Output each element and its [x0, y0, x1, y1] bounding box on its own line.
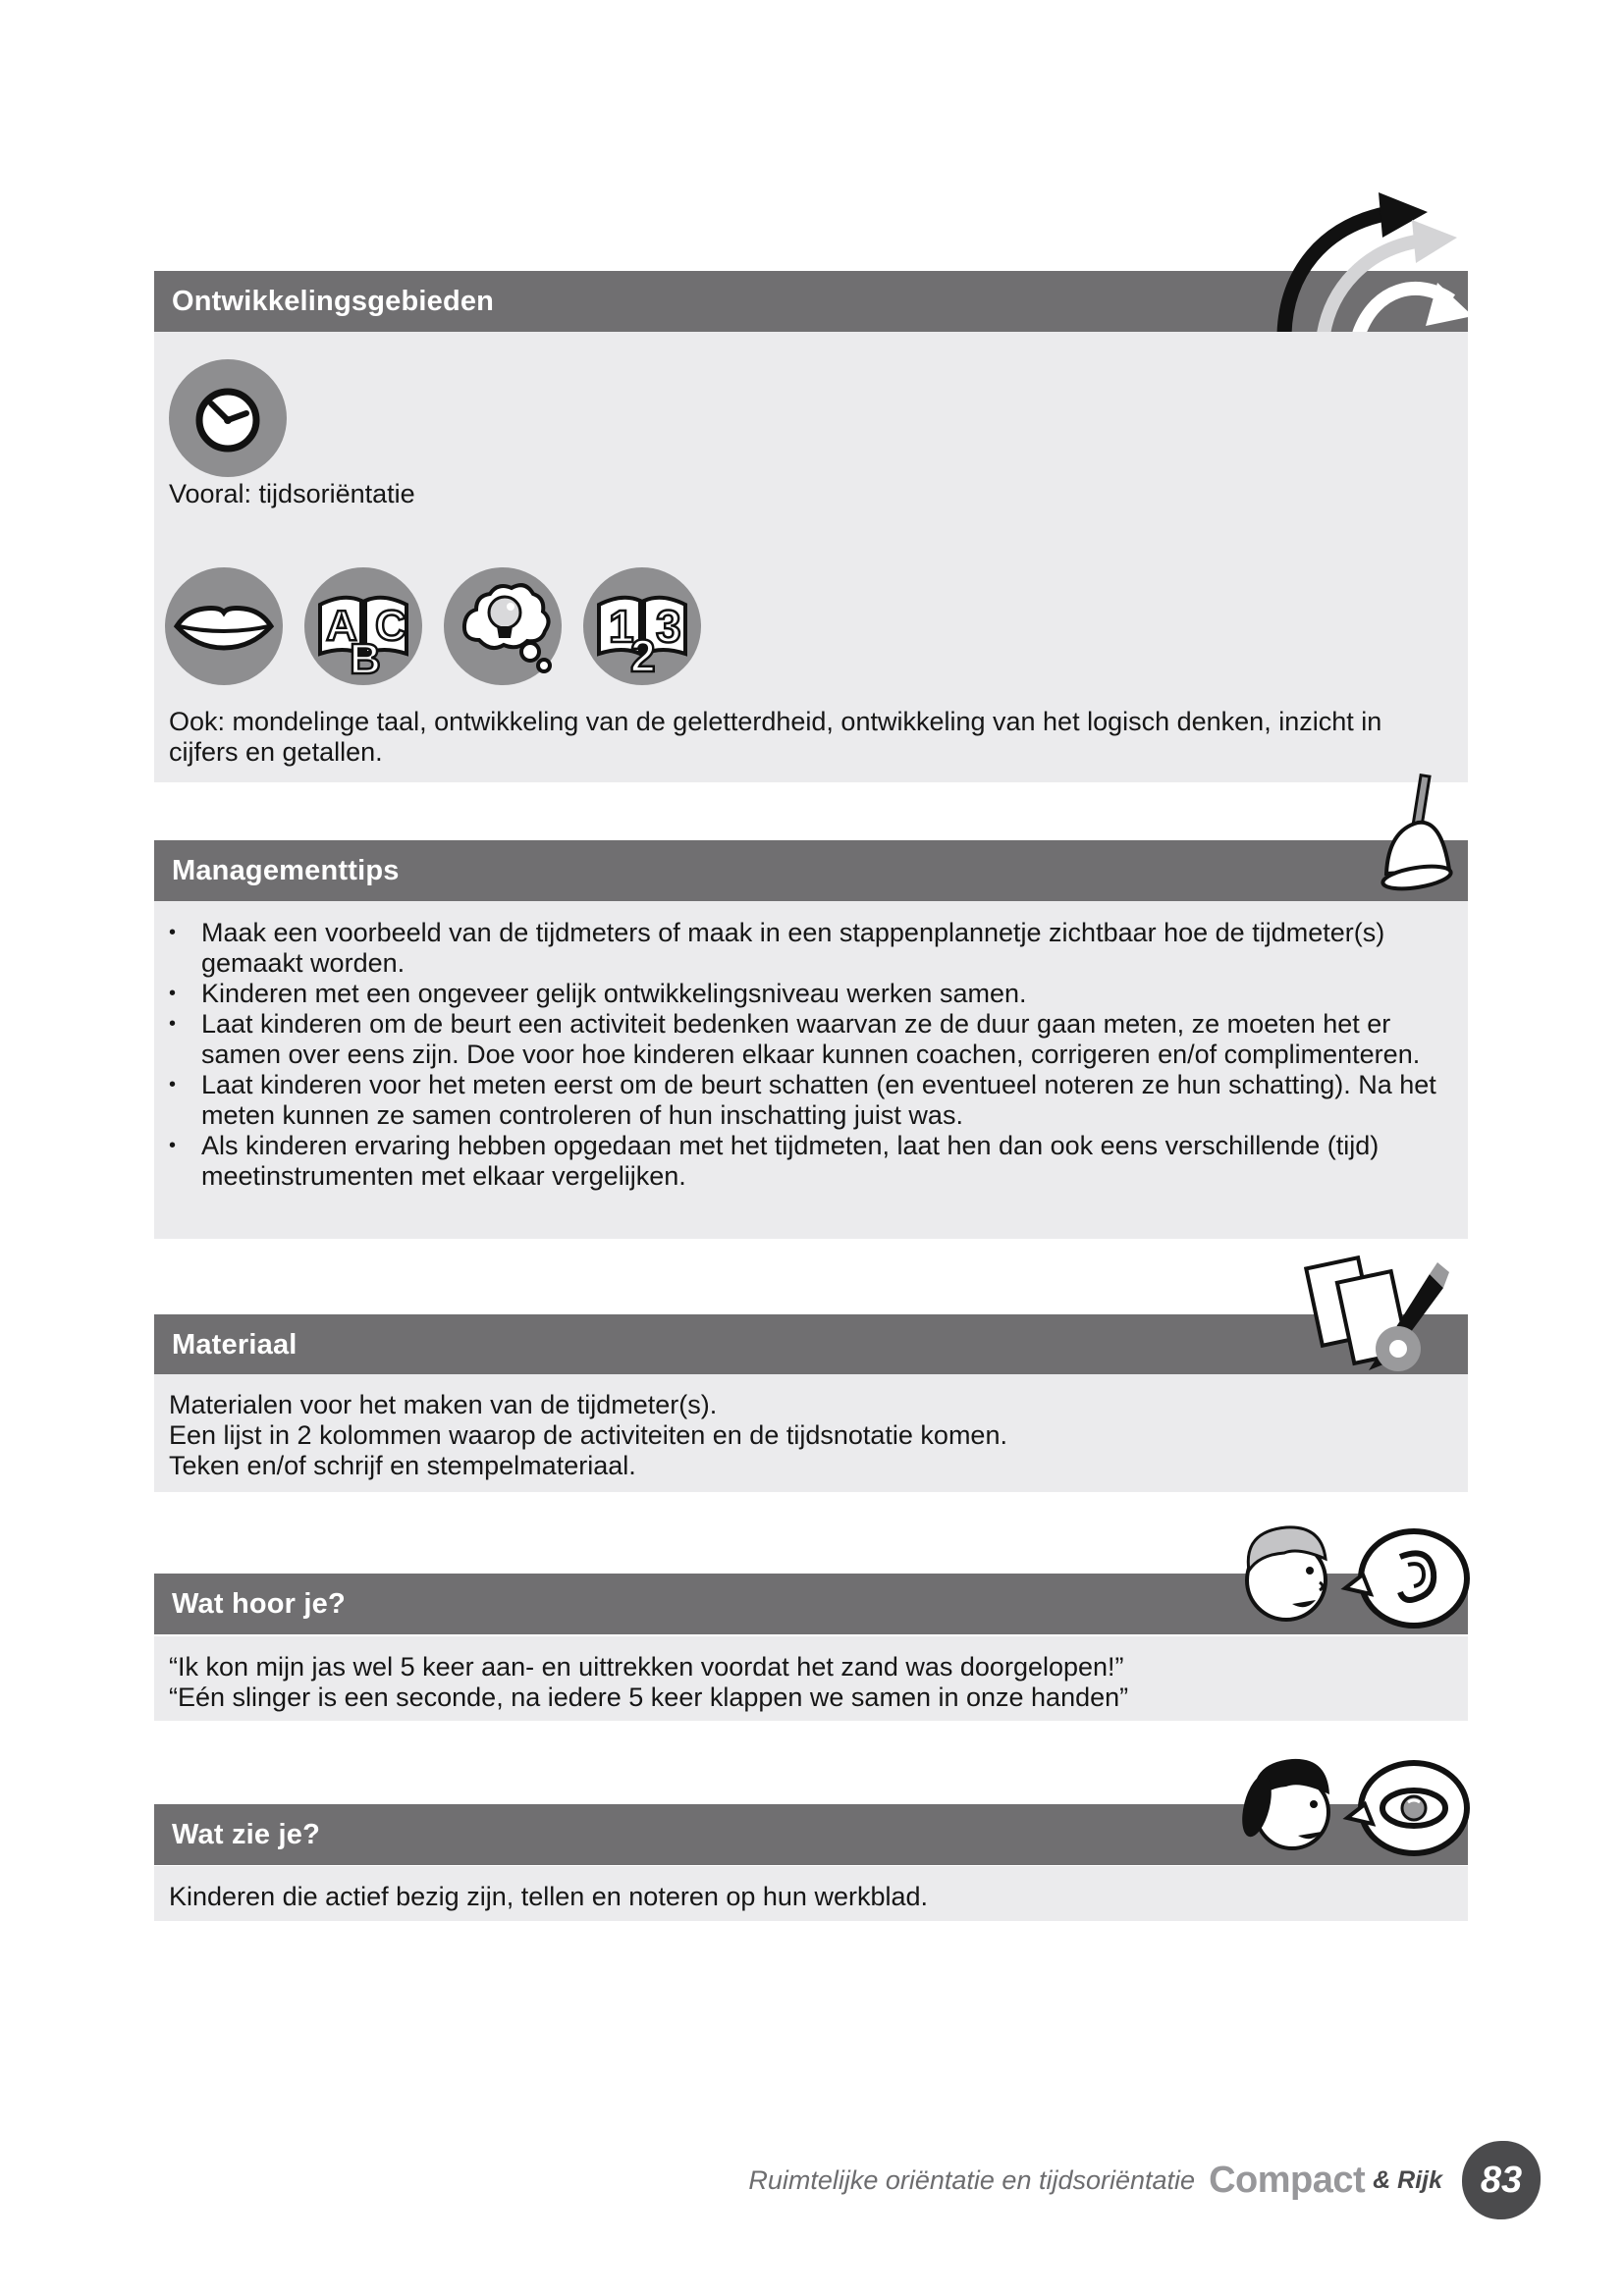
abc-book-icon — [304, 567, 422, 690]
footer-chapter-title: Ruimtelijke oriëntatie en tijdsoriëntatie — [748, 2164, 1196, 2195]
quote-line: “Ik kon mijn jas wel 5 keer aan- en uittrekken voordat het zand was doorgelopen!” — [169, 1652, 1124, 1682]
digit-3: 3 — [656, 601, 681, 652]
tips-list — [154, 918, 1468, 1192]
bullet-icon: • — [169, 922, 177, 943]
bullet-icon: • — [169, 1135, 177, 1156]
list-item: • Als kinderen ervaring hebben opgedaan met het tijdmeten, laat hen dan ook eens verschillende (tijd) meetinstrumenten met elkaar vergelijken. — [169, 1131, 1380, 1191]
bullet-icon: • — [169, 1013, 177, 1035]
section-title: Wat zie je? — [172, 1819, 320, 1850]
digit-2: 2 — [630, 630, 656, 681]
list-item: • Laat kinderen voor het meten eerst om de beurt schatten (en eventueel noteren ze hun schatting). Na het meten kunnen ze samen controleren of hun inschatting juist was. — [169, 1070, 1436, 1130]
materiaal-line: Materialen voor het maken van de tijdmeter(s). — [169, 1390, 718, 1419]
page-footer — [154, 2138, 1541, 2222]
papers-pencil-icon — [1304, 1251, 1451, 1376]
section-header-managementtips — [154, 840, 1468, 901]
panel-ontwikkelingsgebieden — [154, 332, 1468, 782]
quotes — [169, 1652, 1455, 1713]
section-header-materiaal — [154, 1314, 1468, 1375]
section-title: Materiaal — [172, 1329, 298, 1361]
letter-c: C — [375, 602, 406, 650]
footer-brand: Compact — [1209, 2159, 1366, 2201]
boy-ear-icon — [1235, 1518, 1475, 1637]
bullet-icon: • — [169, 983, 177, 1004]
materiaal-line: Een lijst in 2 kolommen waarop de activiteiten en de tijdsnotatie komen. — [169, 1420, 1007, 1450]
section-title: Managementtips — [172, 855, 400, 886]
materiaal-line: Teken en/of schrijf en stempelmateriaal. — [169, 1451, 636, 1480]
materiaal-lines — [169, 1390, 1455, 1481]
section-title: Ontwikkelingsgebieden — [172, 286, 495, 317]
girl-eye-icon — [1235, 1751, 1475, 1867]
letter-a: A — [326, 602, 357, 650]
vooral-text: Vooral: tijdsoriëntatie — [169, 479, 415, 508]
curved-arrows-icon — [1269, 187, 1473, 336]
mouth-icon — [165, 567, 283, 690]
development-icons-row — [165, 567, 701, 690]
list-item: • Maak een voorbeeld van de tijdmeters of maak in een stappenplannetje zichtbaar hoe de tijdmeter(s) gemaakt worden. — [169, 918, 1385, 978]
ook-text: Ook: mondelinge taal, ontwikkeling van de geletterdheid, ontwikkeling van het logisch denken, inzicht in cijfers en getallen. — [169, 707, 1382, 767]
observation-line: Kinderen die actief bezig zijn, tellen en noteren op hun werkblad. — [169, 1882, 929, 1911]
digit-1: 1 — [609, 601, 634, 652]
panel-wat-zie-je — [154, 1866, 1468, 1921]
panel-wat-hoor-je — [154, 1636, 1468, 1721]
footer-brand-suffix: & Rijk — [1373, 2165, 1442, 2194]
quote-line: “Eén slinger is een seconde, na iedere 5 keer klappen we samen in onze handen” — [169, 1682, 1129, 1712]
page-number-badge — [1462, 2141, 1541, 2219]
bell-icon — [1361, 774, 1459, 901]
panel-materiaal — [154, 1374, 1468, 1492]
panel-managementtips — [154, 901, 1468, 1239]
page-number: 83 — [1480, 2159, 1523, 2201]
numbers-book-icon — [583, 567, 701, 690]
bullet-icon: • — [169, 1074, 177, 1095]
clock-icon — [169, 359, 287, 477]
letter-b: B — [350, 635, 381, 683]
list-item: • Kinderen met een ongeveer gelijk ontwikkelingsniveau werken samen. — [169, 979, 1027, 1008]
section-title: Wat hoor je? — [172, 1588, 346, 1620]
thinking-bulb-icon — [444, 567, 562, 690]
list-item: • Laat kinderen om de beurt een activiteit bedenken waarvan ze de duur gaan meten, ze moeten het er samen over eens zijn. Doe voor hoe kinderen elkaar kunnen coachen, corrigeren en/of complimenteren. — [169, 1009, 1421, 1069]
